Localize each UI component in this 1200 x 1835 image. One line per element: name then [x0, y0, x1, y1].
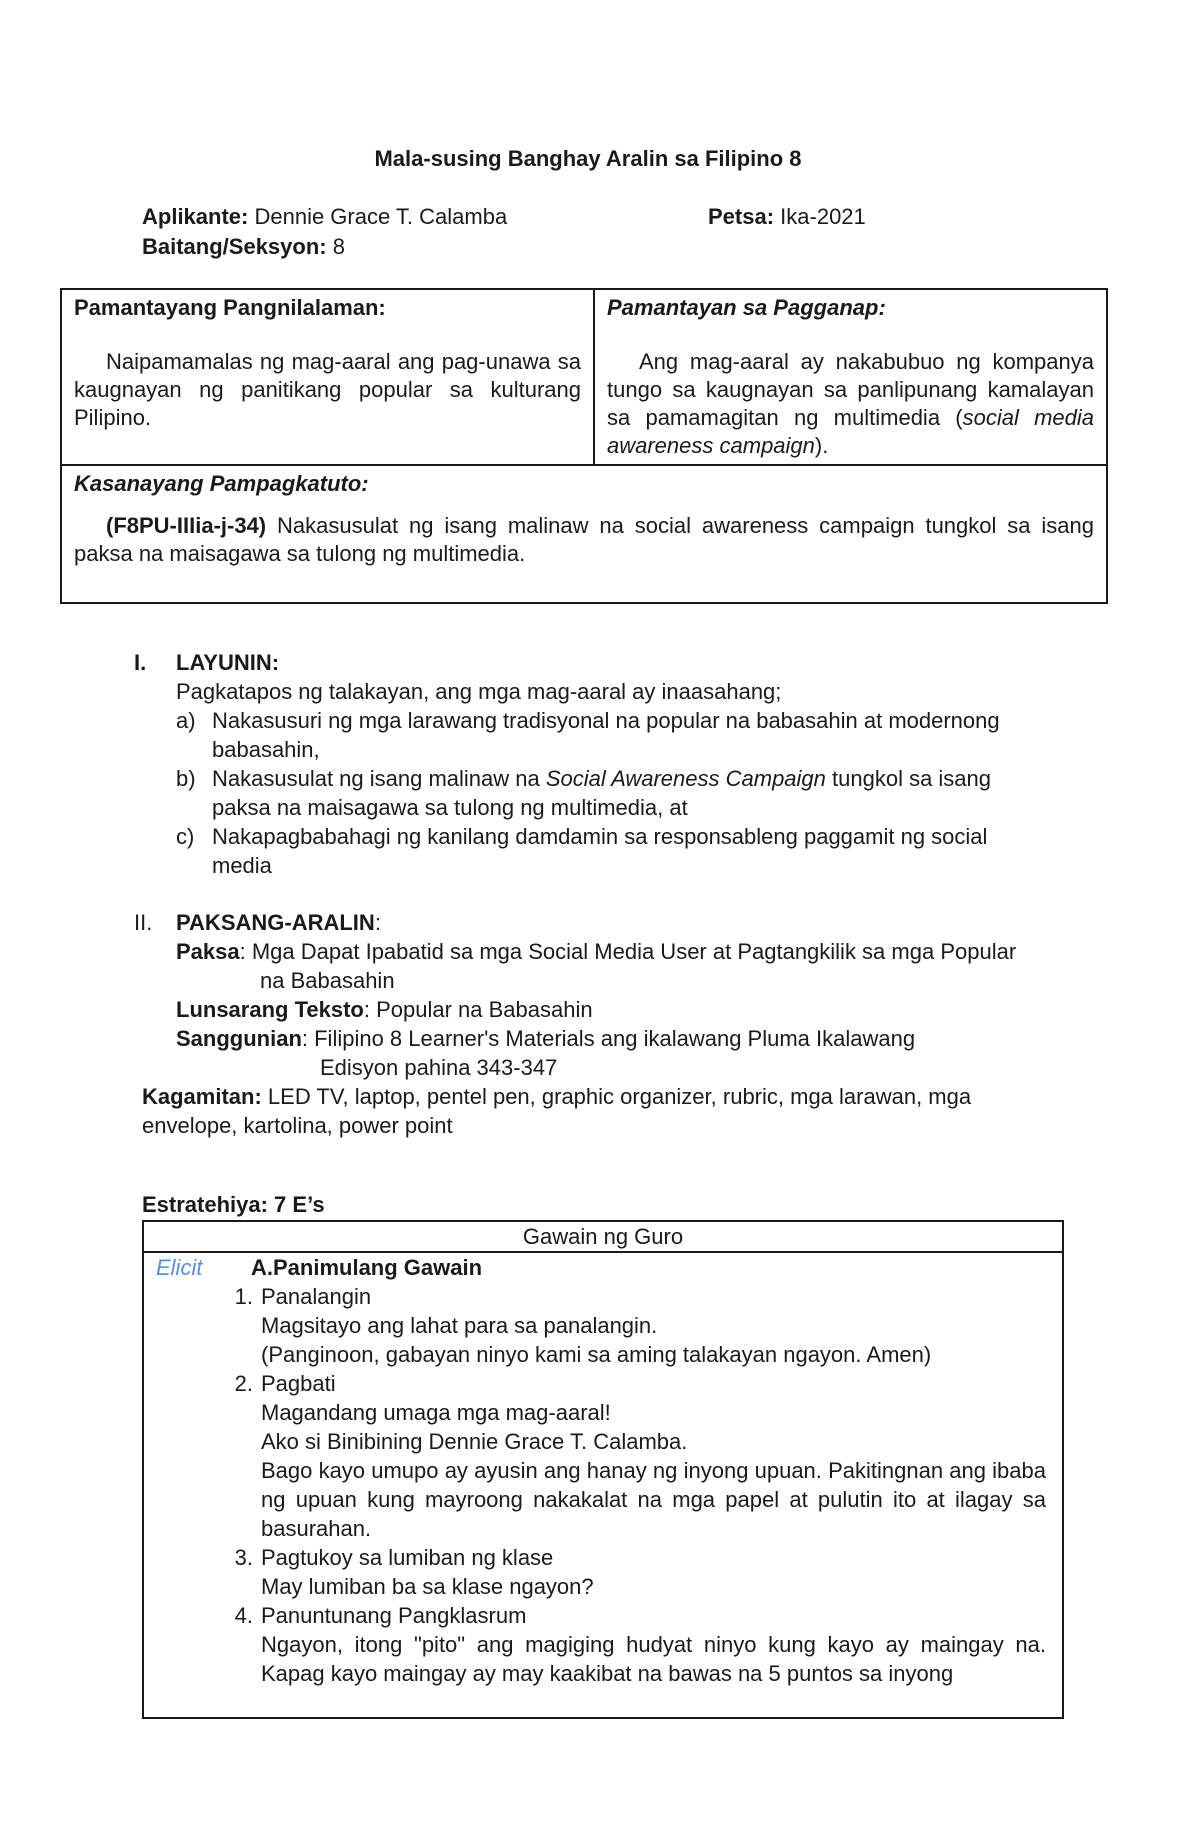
subject-number: II. [134, 910, 153, 935]
performance-standard-label: Pamantayan sa Pagganap: [607, 295, 886, 320]
subject-heading: PAKSANG-ARALIN [176, 910, 375, 935]
competency-text: (F8PU-IIIia-j-34) Nakasusulat ng isang malinaw na social awareness campaign tungkol sa isang paksa na maisagawa sa tulong ng multimedia. [74, 513, 1094, 566]
activity-title: A.Panimulang Gawain [251, 1255, 483, 1280]
step-item: 2. Pagbati Magandang umaga mga mag-aaral! Ako si Binibining Dennie Grace T. Calamba. Bago kayo umupo ay ayusin ang hanay ng inyong upuan. Pakitingnan ang ibaba ng upuan kung mayroong nakakalat na mga papel at pulutin ito at ilagay sa basurahan. [234, 1371, 1046, 1541]
table-header-cell: Gawain ng Guro [143, 1221, 1063, 1252]
grade-value: 8 [326, 234, 345, 259]
topic-continued: na Babasahin [260, 968, 395, 993]
standards-table [60, 288, 1108, 604]
objectives-intro: Pagkatapos ng talakayan, ang mga mag-aaral ay inaasahang; [176, 679, 782, 704]
grade-label: Baitang/Seksyon: [142, 234, 327, 259]
date-label: Petsa: [708, 204, 775, 229]
performance-standard-cell [594, 289, 1107, 465]
date-line [708, 202, 866, 231]
materials-line: Kagamitan: LED TV, laptop, pentel pen, graphic organizer, rubric, mga larawan, mga envelope, kartolina, power point [142, 1084, 972, 1138]
competency-label: Kasanayang Pampagkatuto: [74, 471, 369, 496]
grade-line [142, 232, 345, 261]
activity-steps [224, 1282, 1046, 1688]
teacher-activity-cell [143, 1252, 1063, 1718]
step-item: 4. Panuntunang Pangklasrum Ngayon, itong "pito" ang magiging hudyat ninyo kung kayo ay maingay na. Kapag kayo maingay ay may kaakibat na bawas na 5 puntos sa inyong [234, 1603, 1046, 1686]
performance-standard-text: Ang mag-aaral ay nakabubuo ng kompanya tungo sa kaugnayan sa panlipunang kamalayan sa pamamagitan ng multimedia (social media awareness campaign). [607, 349, 1095, 458]
reference-line: Sanggunian: Filipino 8 Learner's Materials ang ikalawang Pluma Ikalawang [176, 1026, 916, 1051]
step-item: 3. Pagtukoy sa lumiban ng klase May lumiban ba sa klase ngayon? [234, 1545, 594, 1599]
objectives-section [134, 648, 1070, 880]
topic-line: Paksa: Mga Dapat Ipabatid sa mga Social Media User at Pagtangkilik sa mga Popular [176, 939, 1017, 964]
competency-cell [61, 465, 1107, 603]
phase-label: Elicit [156, 1255, 203, 1280]
document-title: Mala-susing Banghay Aralin sa Filipino 8 [374, 146, 802, 171]
competency-code: (F8PU-IIIia-j-34) [106, 513, 267, 538]
step-item: 1. Panalangin Magsitayo ang lahat para sa panalangin. (Panginoon, gabayan ninyo kami sa aming talakayan ngayon. Amen) [234, 1284, 932, 1367]
date-value: Ika-2021 [774, 204, 866, 229]
objectives-heading: LAYUNIN: [176, 650, 280, 675]
content-standard-text: Naipamamalas ng mag-aaral ang pag-unawa sa kaugnayan ng panitikang popular sa kulturang Pilipino. [74, 349, 581, 430]
content-standard-label: Pamantayang Pangnilalaman: [74, 295, 386, 320]
content-standard-cell [61, 289, 594, 465]
objective-item: b) Nakasusulat ng isang malinaw na Social Awareness Campaign tungkol sa isang paksa na maisagawa sa tulong ng multimedia, at [176, 766, 992, 820]
strategy-table [142, 1220, 1064, 1719]
applicant-label: Aplikante: [142, 204, 249, 229]
objective-item: c) Nakapagbabahagi ng kanilang damdamin sa responsableng paggamit ng social media [176, 824, 988, 878]
objective-item: a) Nakasusuri ng mga larawang tradisyonal na popular na babasahin at modernong babasahin, [176, 708, 1000, 762]
applicant-line [142, 202, 507, 231]
applicant-value: Dennie Grace T. Calamba [248, 204, 508, 229]
objectives-number: I. [134, 650, 147, 675]
text-line: Lunsarang Teksto: Popular na Babasahin [176, 997, 593, 1022]
strategy-label: Estratehiya: 7 E’s [142, 1192, 325, 1217]
subject-matter-section: II. PAKSANG-ARALIN: Paksa: Mga Dapat Ipabatid sa mga Social Media User at Pagtangkilik sa mga Popular na Babasahin Lunsarang Teksto: Popular na Babasahin Sanggunian: Filipino 8 Learner's Materials ang ikalawang Pluma Ikalawang Edisyon pahina 343-347 Kagamitan: LED TV, laptop, pentel pen, graphic organizer, rubric, mga larawan, mga envelope, kartolina, power point [134, 908, 1070, 1140]
reference-continued: Edisyon pahina 343-347 [320, 1055, 558, 1080]
